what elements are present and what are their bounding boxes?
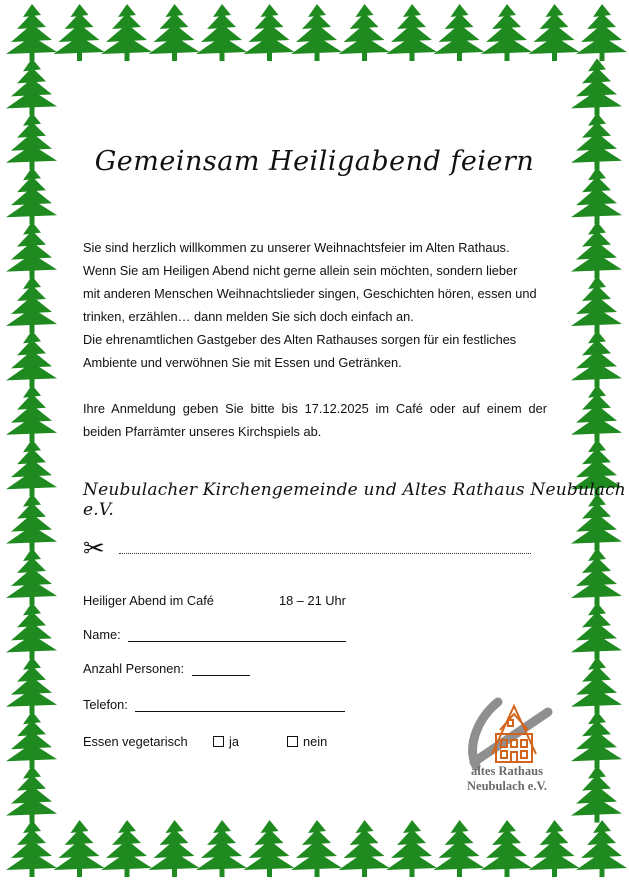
tree-icon [529, 820, 580, 877]
persons-field[interactable] [192, 662, 250, 676]
name-field[interactable] [128, 628, 346, 642]
name-row [83, 627, 346, 642]
tree-icon [339, 4, 390, 61]
tree-icon [6, 222, 57, 279]
tree-icon [571, 222, 622, 279]
event-time: 18 – 21 Uhr [279, 593, 346, 608]
phone-field[interactable] [135, 698, 345, 712]
tree-icon [339, 820, 390, 877]
tree-icon [529, 4, 580, 61]
tree-icon [571, 58, 622, 115]
veg-yes-option[interactable] [213, 734, 239, 749]
intro-line: mit anderen Menschen Weihnachtslieder singen, Geschichten hören, essen und [83, 286, 537, 301]
tree-icon [6, 548, 57, 605]
intro-line: Wenn Sie am Heiligen Abend nicht gerne allein sein möchten, sondern lieber [83, 263, 518, 278]
tree-icon [571, 766, 622, 823]
tree-icon [571, 602, 622, 659]
tree-icon [6, 439, 57, 496]
tree-icon [386, 4, 437, 61]
tree-icon [571, 385, 622, 442]
tree-icon [244, 4, 295, 61]
tree-icon [6, 711, 57, 768]
tree-icon [571, 711, 622, 768]
tree-icon [571, 276, 622, 333]
persons-row [83, 661, 250, 676]
vegetarian-label: Essen vegetarisch [83, 734, 188, 749]
veg-yes-checkbox[interactable] [213, 736, 224, 747]
scissors-icon: ✂ [83, 533, 105, 563]
logo-text-line1: altes Rathaus [471, 764, 543, 778]
tree-icon [244, 820, 295, 877]
tree-icon [6, 602, 57, 659]
tree-icon [101, 820, 152, 877]
registration-paragraph: Ihre Anmeldung geben Sie bitte bis 17.12.2025 im Café oder auf einem der beiden Pfarrämter unseres Kirchspiels ab. [83, 401, 547, 439]
event-label: Heiliger Abend im Café [83, 593, 214, 608]
tree-icon [149, 4, 200, 61]
veg-no-option[interactable] [287, 734, 327, 749]
tree-icon [481, 4, 532, 61]
phone-row [83, 697, 345, 712]
tree-icon [6, 494, 57, 551]
signature: Neubulacher Kirchengemeinde und Altes Rathaus Neubulach e.V. [83, 480, 626, 520]
logo-text-line2: Neubulach e.V. [467, 779, 547, 793]
tree-icon [291, 4, 342, 61]
tree-icon [6, 4, 57, 61]
tree-icon [6, 330, 57, 387]
tree-icon [571, 657, 622, 714]
dotted-cut-guide [119, 553, 531, 554]
tree-icon [196, 4, 247, 61]
persons-label: Anzahl Personen: [83, 661, 185, 676]
tree-icon [434, 4, 485, 61]
tree-icon [6, 276, 57, 333]
phone-label: Telefon: [83, 697, 128, 712]
tree-icon [291, 820, 342, 877]
page-title: Gemeinsam Heiligabend feiern [94, 146, 535, 177]
tree-icon [571, 548, 622, 605]
tree-icon [481, 820, 532, 877]
intro-line: Ambiente und verwöhnen Sie mit Essen und Getränken. [83, 355, 402, 370]
tree-icon [6, 820, 57, 877]
tree-icon [6, 385, 57, 442]
tree-icon [576, 820, 627, 877]
vegetarian-row [83, 734, 383, 749]
name-label: Name: [83, 627, 121, 642]
tree-icon [54, 820, 105, 877]
veg-no-checkbox[interactable] [287, 736, 298, 747]
tree-icon [571, 330, 622, 387]
event-row [83, 593, 346, 608]
cut-line [83, 533, 533, 564]
tree-icon [6, 657, 57, 714]
intro-line: trinken, erzählen… dann melden Sie sich doch einfach an. [83, 309, 414, 324]
tree-icon [54, 4, 105, 61]
veg-yes-label: ja [229, 734, 239, 749]
tree-icon [386, 820, 437, 877]
tree-icon [6, 58, 57, 115]
intro-line: Die ehrenamtlichen Gastgeber des Alten Rathauses sorgen für ein festliches [83, 332, 517, 347]
tree-icon [6, 766, 57, 823]
veg-no-label: nein [303, 734, 328, 749]
tree-icon [101, 4, 152, 61]
tree-icon [149, 820, 200, 877]
tree-icon [434, 820, 485, 877]
intro-line: Sie sind herzlich willkommen zu unserer Weihnachtsfeier im Alten Rathaus. [83, 240, 510, 255]
intro-paragraph [83, 236, 547, 374]
tree-icon [196, 820, 247, 877]
tree-icon [576, 4, 627, 61]
